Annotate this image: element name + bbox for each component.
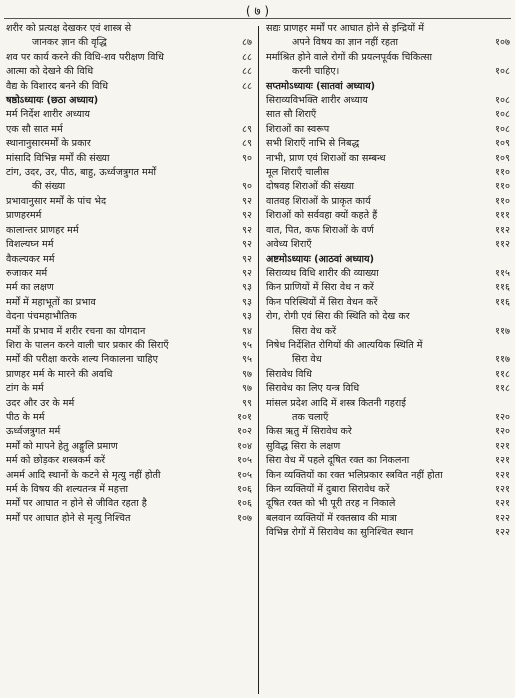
index-entry	[6, 238, 252, 252]
entry-title-line: अष्टमोऽध्यायः (आठवां अध्याय)	[266, 253, 374, 265]
index-entry	[266, 281, 510, 295]
entry-title-line: शरीर को प्रत्यक्ष देखकर एवं शास्त्र से	[6, 23, 132, 34]
entry-page-number: १०५	[237, 469, 252, 481]
index-entry	[6, 166, 252, 195]
entry-title-line: किन व्यक्तियों में दुबारा सिरावेध करें	[266, 484, 390, 495]
entry-title-line: मर्मों को मापने हेतु अङ्गुलि प्रमाण	[6, 440, 118, 452]
right-column	[266, 22, 510, 541]
entry-page-number: ११२	[495, 239, 510, 251]
index-entry	[266, 22, 510, 51]
entry-page-number: ८८	[242, 51, 252, 63]
index-entry	[6, 440, 252, 454]
entry-title-line: नाभी, प्राण एवं शिराओं का सम्बन्ध	[266, 152, 386, 164]
entry-title-line: तक चलाएँ	[292, 411, 329, 423]
entry-page-number: ११८	[495, 383, 510, 395]
entry-page-number: ९२	[242, 210, 252, 222]
index-entry	[6, 51, 252, 65]
index-entry	[266, 180, 510, 194]
entry-page-number: ९२	[242, 195, 252, 207]
entry-page-number: ८८	[242, 66, 252, 78]
entry-page-number: ११८	[495, 368, 510, 380]
entry-title-line: विभिन्न रोगों में सिरावेध का सुनिश्चित स्थान	[266, 527, 414, 539]
entry-page-number: १०१	[237, 411, 252, 423]
entry-page-number: १०९	[495, 152, 510, 164]
index-entry	[266, 454, 510, 468]
entry-title-line: की संख्या	[32, 181, 66, 193]
index-entry	[6, 137, 252, 151]
entry-page-number: ११६	[495, 282, 510, 294]
entry-title-line: अवेध्य शिराएँ	[266, 239, 312, 251]
entry-title-line: टांग, उदर, उर, पीठ, बाहु, ऊर्ध्वजत्रुगत मर्मों	[6, 167, 157, 179]
entry-title-line: वातवह शिराओं के प्राकृत कार्य	[266, 195, 371, 207]
entry-title-line: वैद्य के विशारद बनने की विधि	[6, 80, 109, 92]
index-entry	[266, 108, 510, 122]
entry-title-line: सिरावेध विधि	[266, 368, 312, 380]
index-entry	[6, 454, 252, 468]
page-number: ( ७ )	[245, 4, 270, 18]
index-entry	[266, 137, 510, 151]
index-entry	[6, 267, 252, 281]
entry-title-line: वेदना पंचमहाभौतिक	[6, 311, 77, 323]
entry-page-number: १०७	[237, 512, 252, 524]
index-entry	[6, 152, 252, 166]
entry-page-number: ९२	[242, 239, 252, 251]
index-entry	[266, 483, 510, 497]
entry-page-number: १०९	[495, 138, 510, 150]
entry-title-line: विशल्यघ्न मर्म	[6, 239, 54, 251]
entry-title-line: सद्यः प्राणहर मर्मों पर आघात होने से इन्द्रियों में	[266, 23, 424, 34]
index-entry	[6, 353, 252, 367]
entry-page-number: १०८	[495, 123, 510, 135]
entry-page-number: ९९	[242, 397, 252, 409]
entry-page-number: १०६	[237, 498, 252, 510]
index-entry	[266, 397, 510, 426]
entry-title-line: दोषवह शिराओं की संख्या	[266, 181, 354, 193]
entry-title-line: मर्मों की परीक्षा करके शल्य निकालना चाहिए	[6, 354, 158, 366]
entry-title-line: प्रभावानुसार मर्मों के पांच भेद	[6, 195, 107, 207]
entry-title-line: किस ऋतु में सिरावेध करे	[266, 426, 352, 438]
index-entry	[6, 339, 252, 353]
index-entry	[6, 512, 252, 526]
entry-title-line: प्राणहरमर्म	[6, 210, 42, 222]
entry-page-number: १२१	[495, 455, 510, 467]
entry-title-line: ऊर्ध्वजत्रुगत मर्म	[6, 426, 61, 438]
entry-page-number: ९५	[242, 354, 252, 366]
index-entry	[6, 108, 252, 122]
index-entry	[266, 238, 510, 252]
entry-page-number: १११	[495, 210, 510, 222]
index-entry	[6, 411, 252, 425]
index-entry	[6, 123, 252, 137]
entry-page-number: ११६	[495, 296, 510, 308]
entry-page-number: १०८	[495, 66, 510, 78]
index-entry	[6, 253, 252, 267]
chapter-heading	[266, 80, 510, 94]
entry-page-number: ११७	[495, 354, 510, 366]
entry-page-number: १०२	[237, 426, 252, 438]
entry-title-line: मांसल प्रदेश आदि में शस्त्र कितनी गहराई	[266, 397, 407, 409]
entry-title-line: पीठ के मर्म	[6, 411, 45, 423]
entry-page-number: ९०	[242, 152, 252, 164]
index-entry	[266, 51, 510, 80]
entry-page-number: ९४	[242, 325, 252, 337]
index-entry	[6, 397, 252, 411]
entry-page-number: १०४	[237, 440, 252, 452]
entry-title-line: दूषित रक्त को भी पूरी तरह न निकाले	[266, 498, 396, 510]
index-entry	[266, 339, 510, 368]
entry-title-line: मर्मों पर आघात होने से मृत्यु निश्चित	[6, 512, 131, 524]
index-entry	[6, 368, 252, 382]
index-entry	[266, 94, 510, 108]
entry-title-line: मर्म निर्देश शारीर अध्याय	[6, 109, 90, 121]
chapter-heading	[266, 253, 510, 267]
index-entry	[266, 368, 510, 382]
entry-title-line: स्थानानुसारमर्मों के प्रकार	[6, 138, 91, 150]
index-entry	[266, 512, 510, 526]
entry-page-number: १०८	[495, 109, 510, 121]
entry-page-number: ९७	[242, 383, 252, 395]
index-columns	[0, 22, 515, 696]
entry-title-line: सिराव्यध विधि शारीर की व्याख्या	[266, 267, 379, 279]
chapter-heading	[6, 94, 252, 108]
entry-page-number: ८९	[242, 123, 252, 135]
entry-title-line: षष्ठोऽध्यायः (छठा अध्याय)	[6, 95, 99, 107]
entry-page-number: ११५	[495, 267, 510, 279]
entry-page-number: ९२	[242, 267, 252, 279]
entry-title-line: सिरा वेध करें	[292, 325, 337, 337]
entry-title-line: मूल शिराएँ चालीस	[266, 167, 330, 179]
entry-page-number: ९३	[242, 282, 252, 294]
entry-title-line: कालान्तर प्राणहर मर्म	[6, 224, 79, 236]
index-entry	[266, 267, 510, 281]
index-entry	[266, 425, 510, 439]
entry-page-number: ११२	[495, 224, 510, 236]
entry-page-number: ११७	[495, 325, 510, 337]
entry-title-line: शिरा के पालन करने वाली चार प्रकार की सिराएँ	[6, 339, 169, 351]
entry-page-number: १०८	[495, 95, 510, 107]
column-divider	[258, 26, 259, 694]
entry-title-line: मर्म को छोड़कर शस्त्रकर्म करें	[6, 455, 106, 467]
index-entry	[266, 296, 510, 310]
entry-title-line: अपने विषय का ज्ञान नहीं रहता	[292, 37, 398, 49]
index-entry	[6, 483, 252, 497]
index-entry	[6, 497, 252, 511]
entry-page-number: ९७	[242, 368, 252, 380]
index-entry	[266, 224, 510, 238]
index-entry	[266, 123, 510, 137]
entry-title-line: मर्म के विषय की शल्यतन्त्र में महत्ता	[6, 484, 128, 495]
entry-title-line: सिरा वेध में पहले दूषित रक्त का निकलना	[266, 455, 410, 467]
index-entry	[266, 310, 510, 339]
entry-title-line: मर्म का लक्षण	[6, 282, 54, 294]
entry-title-line: मर्मों में महाभूतों का प्रभाव	[6, 296, 96, 308]
entry-page-number: ११०	[495, 195, 510, 207]
entry-title-line: उदर और उर के मर्म	[6, 397, 75, 409]
index-entry	[266, 166, 510, 180]
entry-page-number: १०५	[237, 455, 252, 467]
entry-page-number: १२१	[495, 498, 510, 510]
index-entry	[6, 296, 252, 310]
entry-page-number: १२१	[495, 440, 510, 452]
entry-title-line: शव पर कार्य करने की विधि-शव परीक्षण विधि	[6, 51, 164, 63]
index-entry	[6, 224, 252, 238]
entry-title-line: शिराओं को सर्ववहा क्यों कहते हैं	[266, 210, 378, 222]
entry-page-number: १२१	[495, 484, 510, 495]
index-entry	[6, 80, 252, 94]
entry-title-line: सिरा वेध	[292, 354, 322, 366]
entry-title-line: शिराओं का स्वरूप	[266, 123, 330, 135]
entry-title-line: बलवान व्यक्तियों में रक्तस्राव की मात्रा	[266, 512, 397, 524]
index-entry	[6, 65, 252, 79]
index-entry	[266, 382, 510, 396]
entry-title-line: सात सौ शिराएँ	[266, 109, 317, 121]
entry-title-line: मर्मों पर आघात न होने से जीवित रहता है	[6, 498, 147, 510]
entry-title-line: किन परिस्थियों में सिरा वेधन करें	[266, 296, 378, 308]
entry-title-line: सिराव्यविभक्ति शारीर अध्याय	[266, 95, 368, 107]
index-entry	[266, 152, 510, 166]
index-entry	[266, 526, 510, 540]
index-entry	[266, 440, 510, 454]
entry-title-line: करनी चाहिए।	[292, 66, 340, 78]
entry-title-line: किन व्यक्तियों का रक्त भलिप्रकार स्त्रवित नहीं होता	[266, 469, 443, 481]
entry-title-line: प्राणहर मर्म के मारने की अवधि	[6, 368, 113, 380]
entry-page-number: १२०	[495, 426, 510, 438]
entry-page-number: ९०	[242, 181, 252, 193]
entry-page-number: ८८	[242, 80, 252, 92]
entry-page-number: १२०	[495, 411, 510, 423]
entry-page-number: १०६	[237, 484, 252, 495]
index-entry	[266, 497, 510, 511]
index-entry	[6, 281, 252, 295]
index-entry	[266, 469, 510, 483]
entry-title-line: मांसादि विभिन्न मर्मों की संख्या	[6, 152, 110, 164]
entry-title-line: अमर्म आदि स्थानों के कटने से मृत्यु नहीं होती	[6, 469, 161, 481]
entry-page-number: ८९	[242, 138, 252, 150]
index-entry	[266, 195, 510, 209]
entry-title-line: एक सौ सात मर्म	[6, 123, 63, 135]
entry-title-line: जानकर ज्ञान की वृद्धि	[32, 37, 107, 49]
entry-title-line: सप्तमोऽध्यायः (सातवां अध्याय)	[266, 80, 376, 92]
entry-title-line: रोग, रोगी एवं सिरा की स्थिति को देख कर	[266, 311, 410, 323]
entry-title-line: सिरावेध का लिए यन्त्र विधि	[266, 383, 360, 395]
index-entry	[6, 195, 252, 209]
index-entry	[6, 382, 252, 396]
entry-page-number: १२२	[495, 527, 510, 539]
index-entry	[6, 325, 252, 339]
entry-title-line: सभी शिराएँ नाभि से निबद्ध	[266, 138, 360, 150]
index-entry	[6, 209, 252, 223]
entry-title-line: वैकल्यकर मर्म	[6, 253, 55, 265]
index-entry	[6, 469, 252, 483]
index-entry	[6, 425, 252, 439]
entry-title-line: वात, पित, कफ शिराओं के वर्ण	[266, 224, 374, 236]
index-entry	[6, 22, 252, 51]
entry-title-line: मर्माश्रित होने वाले रोगों की प्रयत्नपूर्वक चिकित्सा	[266, 51, 432, 63]
entry-page-number: १२१	[495, 469, 510, 481]
entry-title-line: रुजाकर मर्म	[6, 267, 48, 279]
entry-page-number: ९३	[242, 296, 252, 308]
entry-title-line: मर्मों के प्रभाव में शरीर रचना का योगदान	[6, 325, 146, 337]
index-entry	[6, 310, 252, 324]
entry-title-line: टांग के मर्म	[6, 383, 44, 395]
entry-page-number: ९५	[242, 339, 252, 351]
entry-page-number: ९३	[242, 311, 252, 323]
entry-page-number: ११०	[495, 181, 510, 193]
entry-page-number: ९२	[242, 253, 252, 265]
entry-page-number: १०७	[495, 37, 510, 49]
entry-page-number: १२२	[495, 512, 510, 524]
entry-title-line: सुविद्ध सिरा के लक्षण	[266, 440, 341, 452]
entry-page-number: ८७	[242, 37, 252, 49]
left-column	[6, 22, 252, 526]
index-entry	[266, 209, 510, 223]
entry-title-line: आत्मा को देखने की विधि	[6, 66, 94, 78]
entry-page-number: ९२	[242, 224, 252, 236]
entry-page-number: ११०	[495, 167, 510, 179]
header-rule	[4, 18, 511, 19]
entry-title-line: किन प्राणियों में सिरा वेध न करें	[266, 282, 374, 294]
entry-title-line: निषेध निर्देशित रोगियों की आत्ययिक स्थिति में	[266, 339, 423, 351]
